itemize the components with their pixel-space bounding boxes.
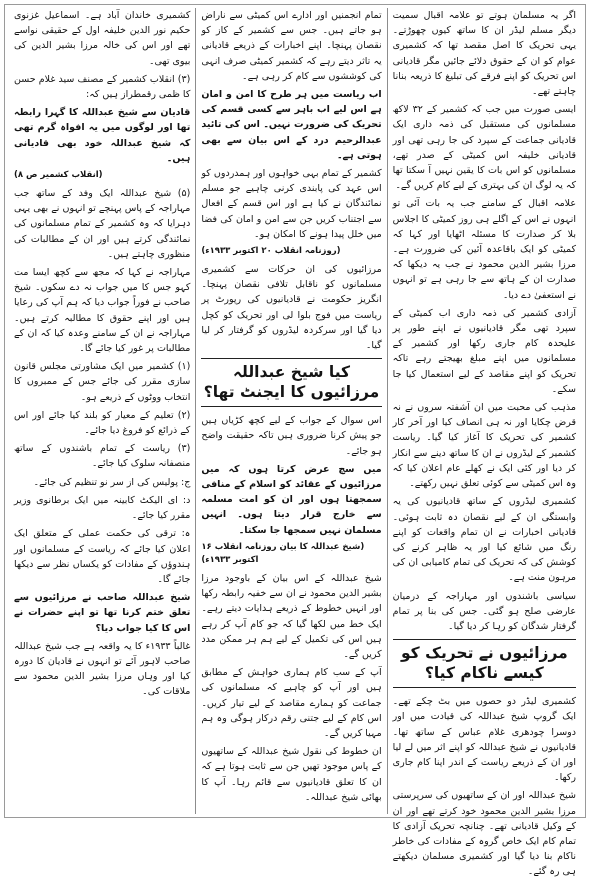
column-left — [9, 8, 195, 814]
article-columns — [9, 8, 581, 878]
paragraph: مذہب کی محبت میں ان آشفتہ سروں نے نہ قرض چکایا اور نہ ہی انصاف کیا اور آخر کار کشمیر کی تحریک کا آغاز کیا گیا۔ ریاست کشمیر کے لیڈروں نے ان کا ساتھ دینے سے انکار کر دیا اور کئی ایک نے کھلے عام اعلان کیا کہ وہ اس کمیٹی سے کوئی تعلق نہیں رکھتے۔ — [392, 402, 576, 490]
quote-paragraph: اب ریاست میں ہر طرح کا امن و امان ہے اس لیے اب باہر سے کسی قسم کی تحریک کی ضرورت نہیں۔ اس کی تائید عبدالرحیم درد کے اس بیان سے بھی ہوتی ہے۔ — [201, 89, 382, 161]
paragraph: آزادی کشمیر کی ذمہ داری اب کمیٹی کے سپرد تھی مگر قادیانیوں نے اپنے طور پر علیحدہ کام جاری رکھا اور کشمیر کے مسلمانوں میں اپنے مبلغ بھیجتے رہے تاکہ تحریک کو اپنے مقاصد کے لیے استعمال کیا جا سکے۔ — [392, 307, 576, 395]
quote-paragraph: میں سچ عرض کرتا ہوں کہ میں مرزائیوں کے عقائد کو اسلام کے منافی سمجھتا ہوں اور ان کو امت مسلمہ سے خارج قرار دیتا ہوں۔ انہیں مسلمان نہیں سمجھا جا سکتا۔ — [201, 463, 382, 536]
source-citation: (شیخ عبداللہ کا بیان روزنامہ انقلاب ۱۶ اکتوبر ۱۹۳۳ء) — [201, 541, 365, 565]
column-right — [387, 8, 581, 878]
list-item: ج: پولیس کی از سر نو تنظیم کی جائے۔ — [33, 476, 191, 488]
paragraph: ان خطوط کی نقول شیخ عبداللہ کے ساتھیوں کے پاس موجود تھیں جن سے ثابت ہوتا ہے کہ ان کا تعلق قادیانیوں سے قائم رہا۔ آپ کا بھائی شیخ عبداللہ۔ — [201, 746, 382, 803]
paragraph: غالباً ۱۹۳۳ء کا یہ واقعہ ہے جب شیخ عبداللہ صاحب لاہور آئے تو انہوں نے قادیان کا دورہ کیا اور وہاں مرزا بشیر الدین محمود سے ملاقات کی۔ — [14, 640, 191, 698]
list-item: (۱) کشمیر میں ایک مشاورتی مجلس قانون سازی مقرر کی جائے جس کے ممبروں کا انتخاب ووٹوں کے ذریعے ہو۔ — [14, 361, 191, 403]
paragraph: شیخ عبداللہ اور ان کے ساتھیوں کی سرپرستی مرزا بشیر الدین محمود خود کرتے تھے اور ان کے وکیل قادیانی تھے۔ چنانچہ تحریک آزادی کا تمام کام ایک خاص گروہ کے مفادات کی خاطر ناکام بنا دیا گیا اور کشمیری مسلمان دیکھتے ہی رہ گئے۔ — [392, 790, 576, 878]
paragraph: آپ کے سب کام ہماری خواہش کے مطابق ہیں اور آپ کو چاہیے کہ مسلمانوں کی جماعت کو ہمارے مقاصد کے لیے تیار کریں۔ اس کام کے لیے جتنی رقم درکار ہوگی وہ ہم مہیا کریں گے۔ — [201, 667, 382, 739]
list-item: د: ای الیکٹ کابینہ میں ایک برطانوی وزیر مقرر کیا جائے۔ — [14, 494, 191, 522]
paragraph: کشمیر کے تمام بہی خواہوں اور ہمدردوں کو اس عہد کی پابندی کرنی چاہیے جو مسلم نمائندگان نے کیا ہے اور اس قسم کے افعال سے اجتناب کریں جن سے امن و امان کی فضا میں خلل پیدا ہونے کا امکان ہو۔ — [201, 168, 382, 240]
paragraph: علامہ اقبال کے سامنے جب یہ بات آئی تو انہوں نے اس کے اگلے ہی روز کمیٹی کا اجلاس بلا کر صدارت کا مسئلہ اٹھایا اور کہا کہ کمیٹی کو ایک باقاعدہ آئین کی ضرورت ہے۔ مرزا بشیر الدین محمود نے جب یہ دیکھا کہ صدارت ان کے ہاتھ سے جا رہی ہے تو انہوں نے استعفیٰ دے دیا۔ — [392, 198, 576, 301]
paragraph: کشمیری لیڈروں کے ساتھ قادیانیوں کی یہ وابستگی ان کے لیے نقصان دہ ثابت ہوئی۔ قادیانی اخبارات نے ان تمام واقعات کو اپنے رنگ میں شائع کیا اور یہ ظاہر کرنے کی کوشش کی کہ تحریک کی تمام کامیابی ان کی مرہون منت ہے۔ — [392, 496, 576, 584]
paragraph: تمام انجمنیں اور ادارے اس کمیٹی سے ناراض ہو جاتے ہیں۔ جس سے کشمیر کے کاز کو نقصان پہنچا۔ اپنے اخبارات کے ذریعے قادیانی یہ تاثر دیتے رہے کہ کشمیر کمیٹی صرف انہی کی کوششوں سے کام کر رہی ہے۔ — [201, 10, 382, 82]
section-heading: کیا شیخ عبداللہ مرزائیوں کا ایجنٹ تھا؟ — [201, 358, 381, 407]
list-item: (۳) ریاست کے تمام باشندوں کے ساتھ منصفانہ سلوک کیا جائے۔ — [14, 443, 191, 470]
section-heading: مرزائیوں نے تحریک کو کیسے ناکام کیا؟ — [393, 639, 576, 688]
paragraph: کشمیری خاندان آباد ہے۔ اسماعیل غزنوی حکیم نور الدین خلیفہ اول کے حقیقی نواسے تھے اور اس کی خالہ مرزا بشیر الدین کی بیوی تھی۔ — [14, 10, 191, 67]
quote-paragraph: قادیان سے شیخ عبداللہ کا گہرا رابطہ تھا اور لوگوں میں یہ افواہ گرم تھی کہ شیخ عبداللہ خود بھی قادیانی ہیں۔ — [14, 107, 191, 164]
paragraph: اگر یہ مسلمان ہوتے تو علامہ اقبال سمیت دیگر مسلم لیڈر ان کا ساتھ کیوں چھوڑتے۔ یہی تحریک کا اصل مقصد تھا کہ کشمیری عوام کو ان کے حقوق دلائے جائیں مگر قادیانی اس تحریک کو اپنے فرقے کی تبلیغ کا ذریعہ بنانا چاہتے تھے۔ — [392, 10, 576, 98]
list-item: ہ: ترقی کی حکمت عملی کے متعلق ایک اعلان کیا جائے کہ ریاست کے مسلمانوں اور ہندوؤں کے مفادات کو یکساں نظر سے دیکھا جائے گا۔ — [14, 528, 191, 585]
paragraph: (۵) شیخ عبداللہ ایک وفد کے ساتھ جب مہاراجہ کے پاس پہنچے تو انہوں نے بھی یہی دہرایا کہ وہ کشمیر کے تمام مسلمانوں کی نمائندگی کرتے ہیں اور ان کے مطالبات کی منظوری چاہتے ہیں۔ — [14, 188, 191, 260]
source-citation: (روزنامہ انقلاب ۲۰ اکتوبر ۱۹۳۳ء) — [201, 246, 341, 257]
paragraph: اس سوال کے جواب کے لیے کچھ کڑیاں ہیں جو پیش کرنا ضروری ہیں تاکہ حقیقت واضح ہو جائے۔ — [201, 415, 382, 457]
paragraph: شیخ عبداللہ کے اس بیان کے باوجود مرزا بشیر الدین محمود نے ان سے خفیہ رابطہ رکھا اور انہیں خطوط کے ذریعے ہدایات دیتے رہے۔ ایک خط میں لکھا گیا کہ جو کام آپ کر رہے ہیں اس کی تکمیل کے لیے ہم ہر ممکن مدد کریں گے۔ — [201, 572, 382, 660]
newspaper-page — [4, 4, 586, 878]
paragraph: کشمیری لیڈر دو حصوں میں بٹ چکے تھے۔ ایک گروپ شیخ عبداللہ کی قیادت میں اور دوسرا چودھری غلام عباس کے ساتھ تھا۔ قادیانیوں نے شیخ عبداللہ کو اپنے اثر میں لے لیا اور ان کے ذریعے ریاست کے اندر اپنا کام جاری رکھا۔ — [392, 696, 576, 784]
paragraph: ایسی صورت میں جب کہ کشمیر کے ۳۲ لاکھ مسلمانوں کی مستقبل کی ذمہ داری ایک قادیانی جماعت کے سپرد کی جا رہی تھی اور قادیانی خلیفہ اس کمیٹی کے صدر تھے، مسلمانوں کو اس بات کا یقین نہیں آ سکتا تھا کہ یہ لوگ ان کی بہتری کے لیے کام کریں گے۔ — [392, 104, 576, 192]
column-middle — [195, 8, 386, 814]
paragraph: (۳) انقلاب کشمیر کے مصنف سید غلام حسن کا ظمی رقمطراز ہیں کہ: — [14, 73, 191, 101]
paragraph: مرزائیوں کی ان حرکات سے کشمیری مسلمانوں کو ناقابل تلافی نقصان پہنچا۔ انگریز حکومت نے قادیانیوں کی رپورٹ پر ریاست میں فوج بلوا لی اور تحریک کو کچل دیا گیا اور سرکردہ لیڈروں کو گرفتار کر لیا گیا۔ — [201, 264, 382, 352]
quote-paragraph: شیخ عبداللہ صاحب نے مرزائیوں سے تعلق ختم کرنا تھا تو اپنے حضرات نے اس کا کیا جواب دیا؟ — [14, 592, 191, 634]
paragraph: سیاسی باشندوں اور مہاراجہ کے درمیان عارضی صلح ہو گئی۔ جس کی بنا پر تمام گرفتار شدگان کو رہا کر دیا گیا۔ — [392, 590, 576, 632]
list-item: (۲) تعلیم کے معیار کو بلند کیا جائے اور اس کے ذرائع کو فروغ دیا جائے۔ — [14, 409, 191, 437]
paragraph: مہاراجہ نے کہا کہ مجھ سے کچھ ایسا مت کہو جس کا میں جواب نہ دے سکوں۔ شیخ صاحب نے فوراً جواب دیا کہ ہم آپ کی رعایا ہیں اور اپنے حقوق کا مطالبہ کرتے ہیں۔ مہاراجہ نے ان کے سامنے وعدہ کیا کہ ان کے مطالبات پر غور کیا جائے گا۔ — [14, 267, 191, 355]
source-citation: (انقلاب کشمیر ص ۸) — [14, 170, 103, 181]
